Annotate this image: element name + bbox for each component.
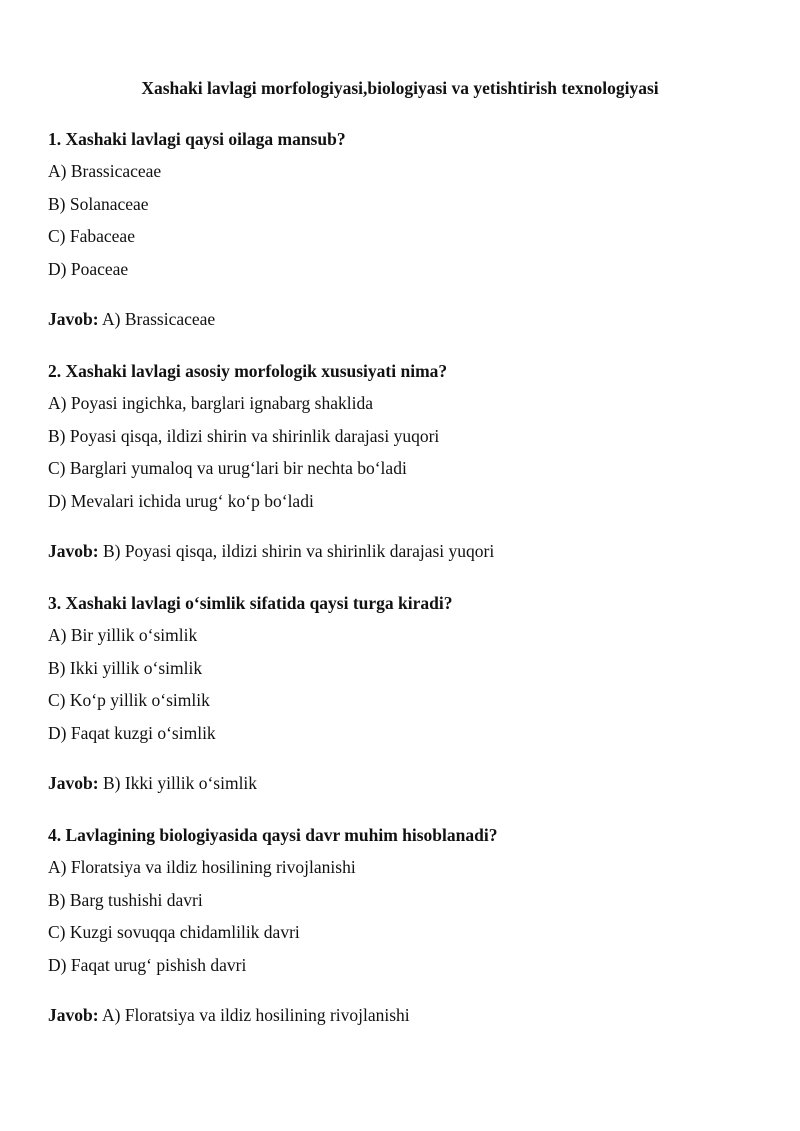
option-c: C) Barglari yumaloq va urug‘lari bir nechta bo‘ladi bbox=[48, 458, 407, 478]
question-text: 1. Xashaki lavlagi qaysi oilaga mansub? bbox=[48, 129, 346, 149]
answer-text: A) Floratsiya va ildiz hosilining rivojlanishi bbox=[101, 1005, 410, 1025]
option-list bbox=[48, 392, 768, 522]
option-a: A) Brassicaceae bbox=[48, 161, 162, 181]
option-d: D) Faqat urug‘ pishish davri bbox=[48, 954, 247, 975]
option-c: C) Kuzgi sovuqqa chidamlilik davri bbox=[48, 922, 300, 942]
option-c: C) Fabaceae bbox=[48, 226, 135, 246]
answer-line bbox=[48, 308, 768, 330]
question-block-1 bbox=[48, 128, 768, 330]
answer-text: A) Brassicaceae bbox=[101, 309, 216, 329]
option-a: A) Bir yillik o‘simlik bbox=[48, 625, 198, 645]
option-list bbox=[48, 856, 768, 986]
answer-label: Javob: bbox=[48, 309, 99, 329]
question-block-3 bbox=[48, 592, 768, 794]
answer-line bbox=[48, 540, 768, 562]
option-a: A) Poyasi ingichka, barglari ignabarg shaklida bbox=[48, 393, 373, 413]
answer-line bbox=[48, 1004, 768, 1026]
option-a: A) Floratsiya va ildiz hosilining rivojlanishi bbox=[48, 857, 356, 877]
option-b: B) Ikki yillik o‘simlik bbox=[48, 657, 203, 678]
answer-text: B) Ikki yillik o‘simlik bbox=[102, 773, 258, 793]
option-b: B) Poyasi qisqa, ildizi shirin va shirinlik darajasi yuqori bbox=[48, 425, 440, 446]
option-list bbox=[48, 624, 768, 754]
question-block-2 bbox=[48, 360, 768, 562]
option-d: D) Poaceae bbox=[48, 258, 129, 279]
answer-line bbox=[48, 772, 768, 794]
option-b: B) Solanaceae bbox=[48, 193, 149, 214]
option-d: D) Faqat kuzgi o‘simlik bbox=[48, 722, 216, 743]
question-block-4 bbox=[48, 824, 768, 1026]
option-list bbox=[48, 160, 768, 290]
document-title: Xashaki lavlagi morfologiyasi,biologiyasi va yetishtirish texnologiyasi bbox=[141, 78, 659, 98]
question-text: 2. Xashaki lavlagi asosiy morfologik xususiyati nima? bbox=[48, 361, 448, 381]
option-c: C) Ko‘p yillik o‘simlik bbox=[48, 690, 210, 710]
answer-text: B) Poyasi qisqa, ildizi shirin va shirinlik darajasi yuqori bbox=[102, 541, 495, 561]
option-d: D) Mevalari ichida urug‘ ko‘p bo‘ladi bbox=[48, 490, 314, 511]
answer-label: Javob: bbox=[48, 1005, 99, 1025]
answer-label: Javob: bbox=[48, 541, 99, 561]
question-text: 4. Lavlagining biologiyasida qaysi davr muhim hisoblanadi? bbox=[48, 825, 498, 845]
option-b: B) Barg tushishi davri bbox=[48, 889, 203, 910]
answer-label: Javob: bbox=[48, 773, 99, 793]
question-text: 3. Xashaki lavlagi o‘simlik sifatida qaysi turga kiradi? bbox=[48, 593, 453, 613]
